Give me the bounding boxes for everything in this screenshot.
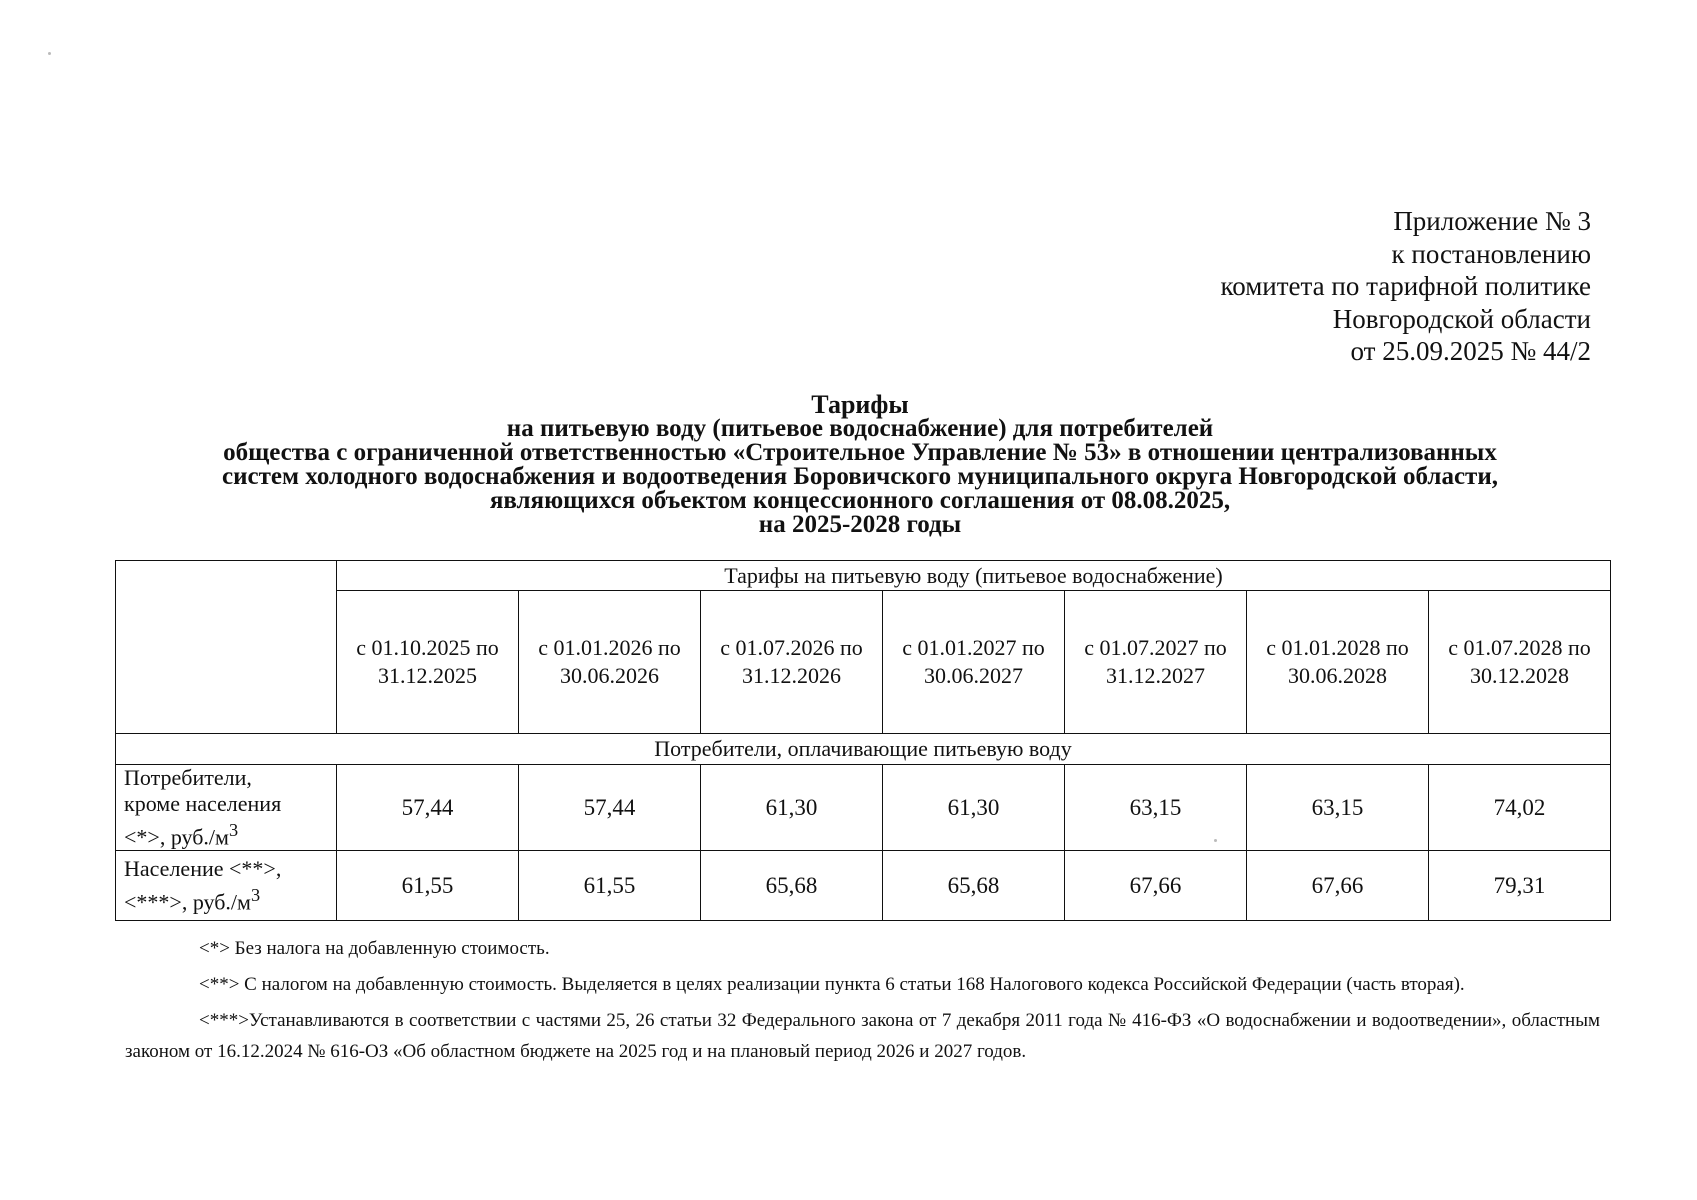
appendix-line: Приложение № 3: [1393, 206, 1591, 236]
period-header: с 01.10.2025 по 31.12.2025: [337, 591, 519, 734]
period-header: с 01.01.2028 по 30.06.2028: [1247, 591, 1429, 734]
footnote: <***>Устанавливаются в соответствии с частями 25, 26 статьи 32 Федерального закона от 7 декабря 2011 года № 416-ФЗ «О водоснабжении и водоотведении», областным законом от 16.12.2024 № 616-ОЗ «Об областном бюджете на 2025 год и на плановый период 2026 и 2027 годов.: [125, 1010, 1600, 1062]
title-line: общества с ограниченной ответственностью «Строительное Управление № 53» в отношении централизованных: [223, 439, 1497, 466]
tariff-value: 61,55: [519, 851, 701, 921]
appendix-block: [1220, 205, 1591, 368]
tariff-value: 65,68: [883, 851, 1065, 921]
appendix-line: комитета по тарифной политике: [1220, 271, 1591, 301]
appendix-line: Новгородской области: [1332, 303, 1591, 334]
row-label: Потребители, кроме населения <*>, $руб./м^3$: [116, 765, 337, 851]
table-corner-cell: [116, 561, 337, 734]
tariff-value: 67,66: [1247, 851, 1429, 921]
period-header: с 01.07.2026 по 31.12.2026: [701, 591, 883, 734]
table-row: [116, 851, 1611, 921]
scan-speck: [48, 52, 51, 55]
scan-speck: [1214, 839, 1217, 842]
document-title: [120, 390, 1600, 538]
title-line: являющихся объектом концессионного соглашения от 08.08.2025,: [489, 487, 1231, 514]
tariff-value: 61,55: [337, 851, 519, 921]
title-line: Тарифы: [811, 390, 909, 419]
table-row: [116, 765, 1611, 851]
tariff-value: 61,30: [701, 765, 883, 851]
period-header: с 01.07.2027 по 31.12.2027: [1065, 591, 1247, 734]
tariff-value: 57,44: [519, 765, 701, 851]
tariff-value: 79,31: [1429, 851, 1611, 921]
title-line: на питьевую воду (питьевое водоснабжение) для потребителей: [506, 415, 1214, 442]
section-header: Потребители, оплачивающие питьевую воду: [116, 734, 1611, 765]
period-header: с 01.01.2026 по 30.06.2026: [519, 591, 701, 734]
appendix-line: к постановлению: [1391, 238, 1591, 269]
group-header: Тарифы на питьевую воду (питьевое водоснабжение): [337, 561, 1611, 591]
tariff-value: 61,30: [883, 765, 1065, 851]
appendix-line: от 25.09.2025 № 44/2: [1350, 336, 1591, 366]
title-line: на 2025-2028 годы: [758, 511, 962, 538]
tariff-value: 74,02: [1429, 765, 1611, 851]
title-line: систем холодного водоснабжения и водоотведения Боровичского муниципального округа Новгородской области,: [222, 463, 1498, 490]
tariff-value: 65,68: [701, 851, 883, 921]
tariff-value: 67,66: [1065, 851, 1247, 921]
period-header-row: [116, 591, 1611, 734]
footnote: <*> Без налога на добавленную стоимость.: [199, 938, 550, 959]
row-label: Население <**>, <***>, $руб./м^3$: [116, 851, 337, 921]
tariff-value: 57,44: [337, 765, 519, 851]
footnotes: [125, 933, 1600, 1072]
tariff-table: [115, 560, 1611, 921]
period-header: с 01.01.2027 по 30.06.2027: [883, 591, 1065, 734]
tariff-value: 63,15: [1247, 765, 1429, 851]
period-header: с 01.07.2028 по 30.12.2028: [1429, 591, 1611, 734]
tariff-value: 63,15: [1065, 765, 1247, 851]
footnote: <**> С налогом на добавленную стоимость. Выделяется в целях реализации пункта 6 статьи 168 Налогового кодекса Российской Федерации (часть вторая).: [199, 974, 1465, 995]
